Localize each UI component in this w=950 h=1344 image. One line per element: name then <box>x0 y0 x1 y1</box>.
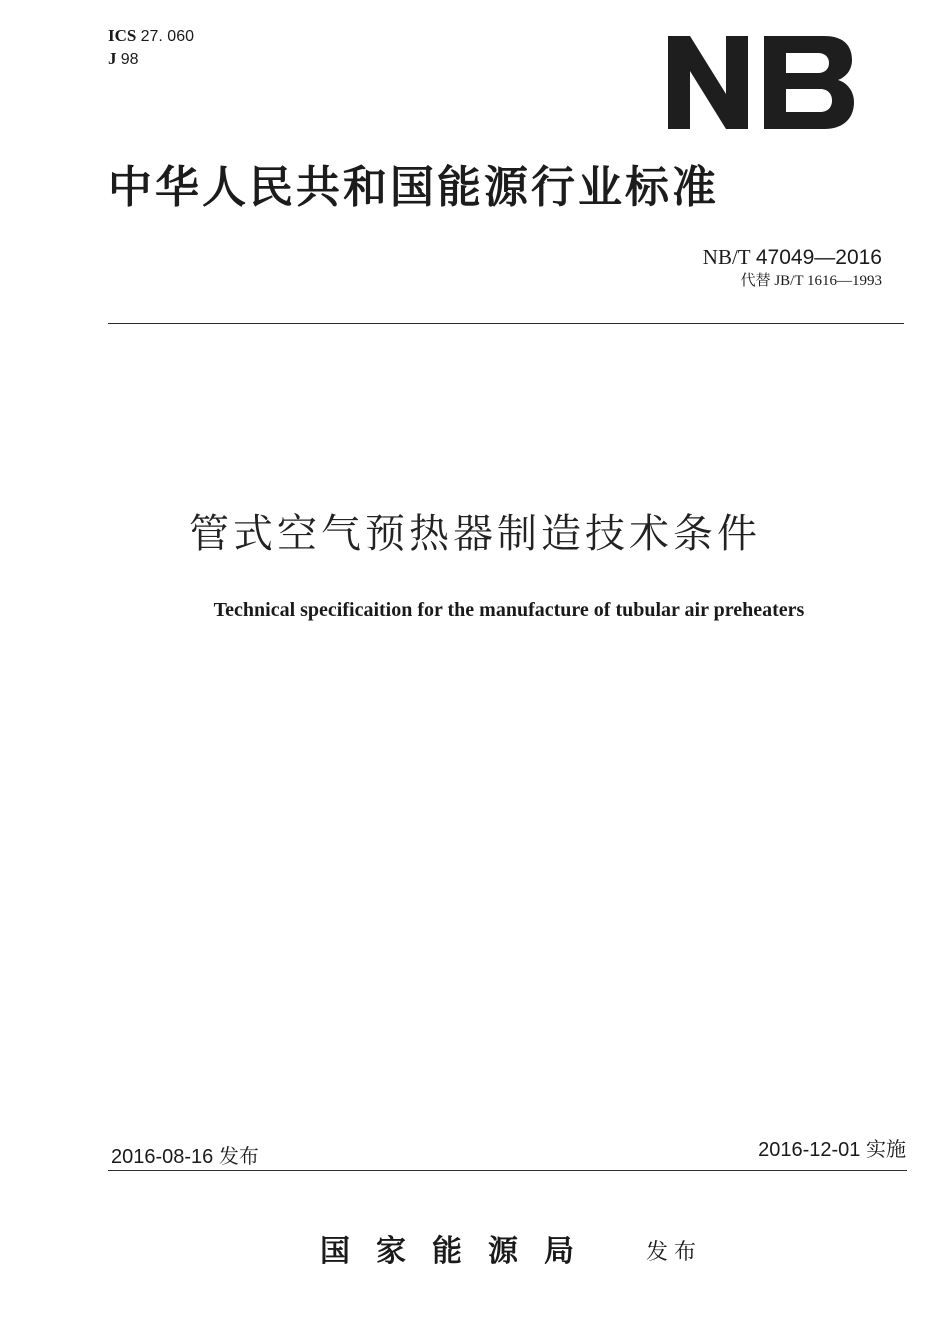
ics-number: 27. 060 <box>140 28 194 45</box>
standard-code-prefix: NB/T <box>702 245 751 269</box>
nb-logo <box>668 36 854 129</box>
standard-code-number: 47049—2016 <box>755 246 882 269</box>
ccs-number: 98 <box>120 51 139 68</box>
bottom-divider <box>108 1170 907 1171</box>
chinese-title: 管式空气预热器制造技术条件 <box>189 511 761 557</box>
publisher-name: 国家能源局 <box>320 1234 600 1269</box>
top-divider <box>108 323 904 324</box>
issue-date: 2016-08-16 发布 <box>111 1146 259 1168</box>
implementation-date: 2016-12-01 实施 <box>758 1139 906 1161</box>
publisher-action: 发布 <box>646 1240 703 1265</box>
organization-title: 中华人民共和国能源行业标准 <box>108 162 719 213</box>
replaces-standard: 代替 JB/T 1616—1993 <box>740 273 882 289</box>
standard-number <box>703 244 882 271</box>
ics-classification <box>108 26 194 47</box>
ics-label: ICS <box>108 26 137 45</box>
ccs-label: J <box>108 49 117 68</box>
english-title: Technical specificaition for the manufacture of tubular air preheaters <box>213 599 805 621</box>
ccs-classification <box>108 49 139 70</box>
